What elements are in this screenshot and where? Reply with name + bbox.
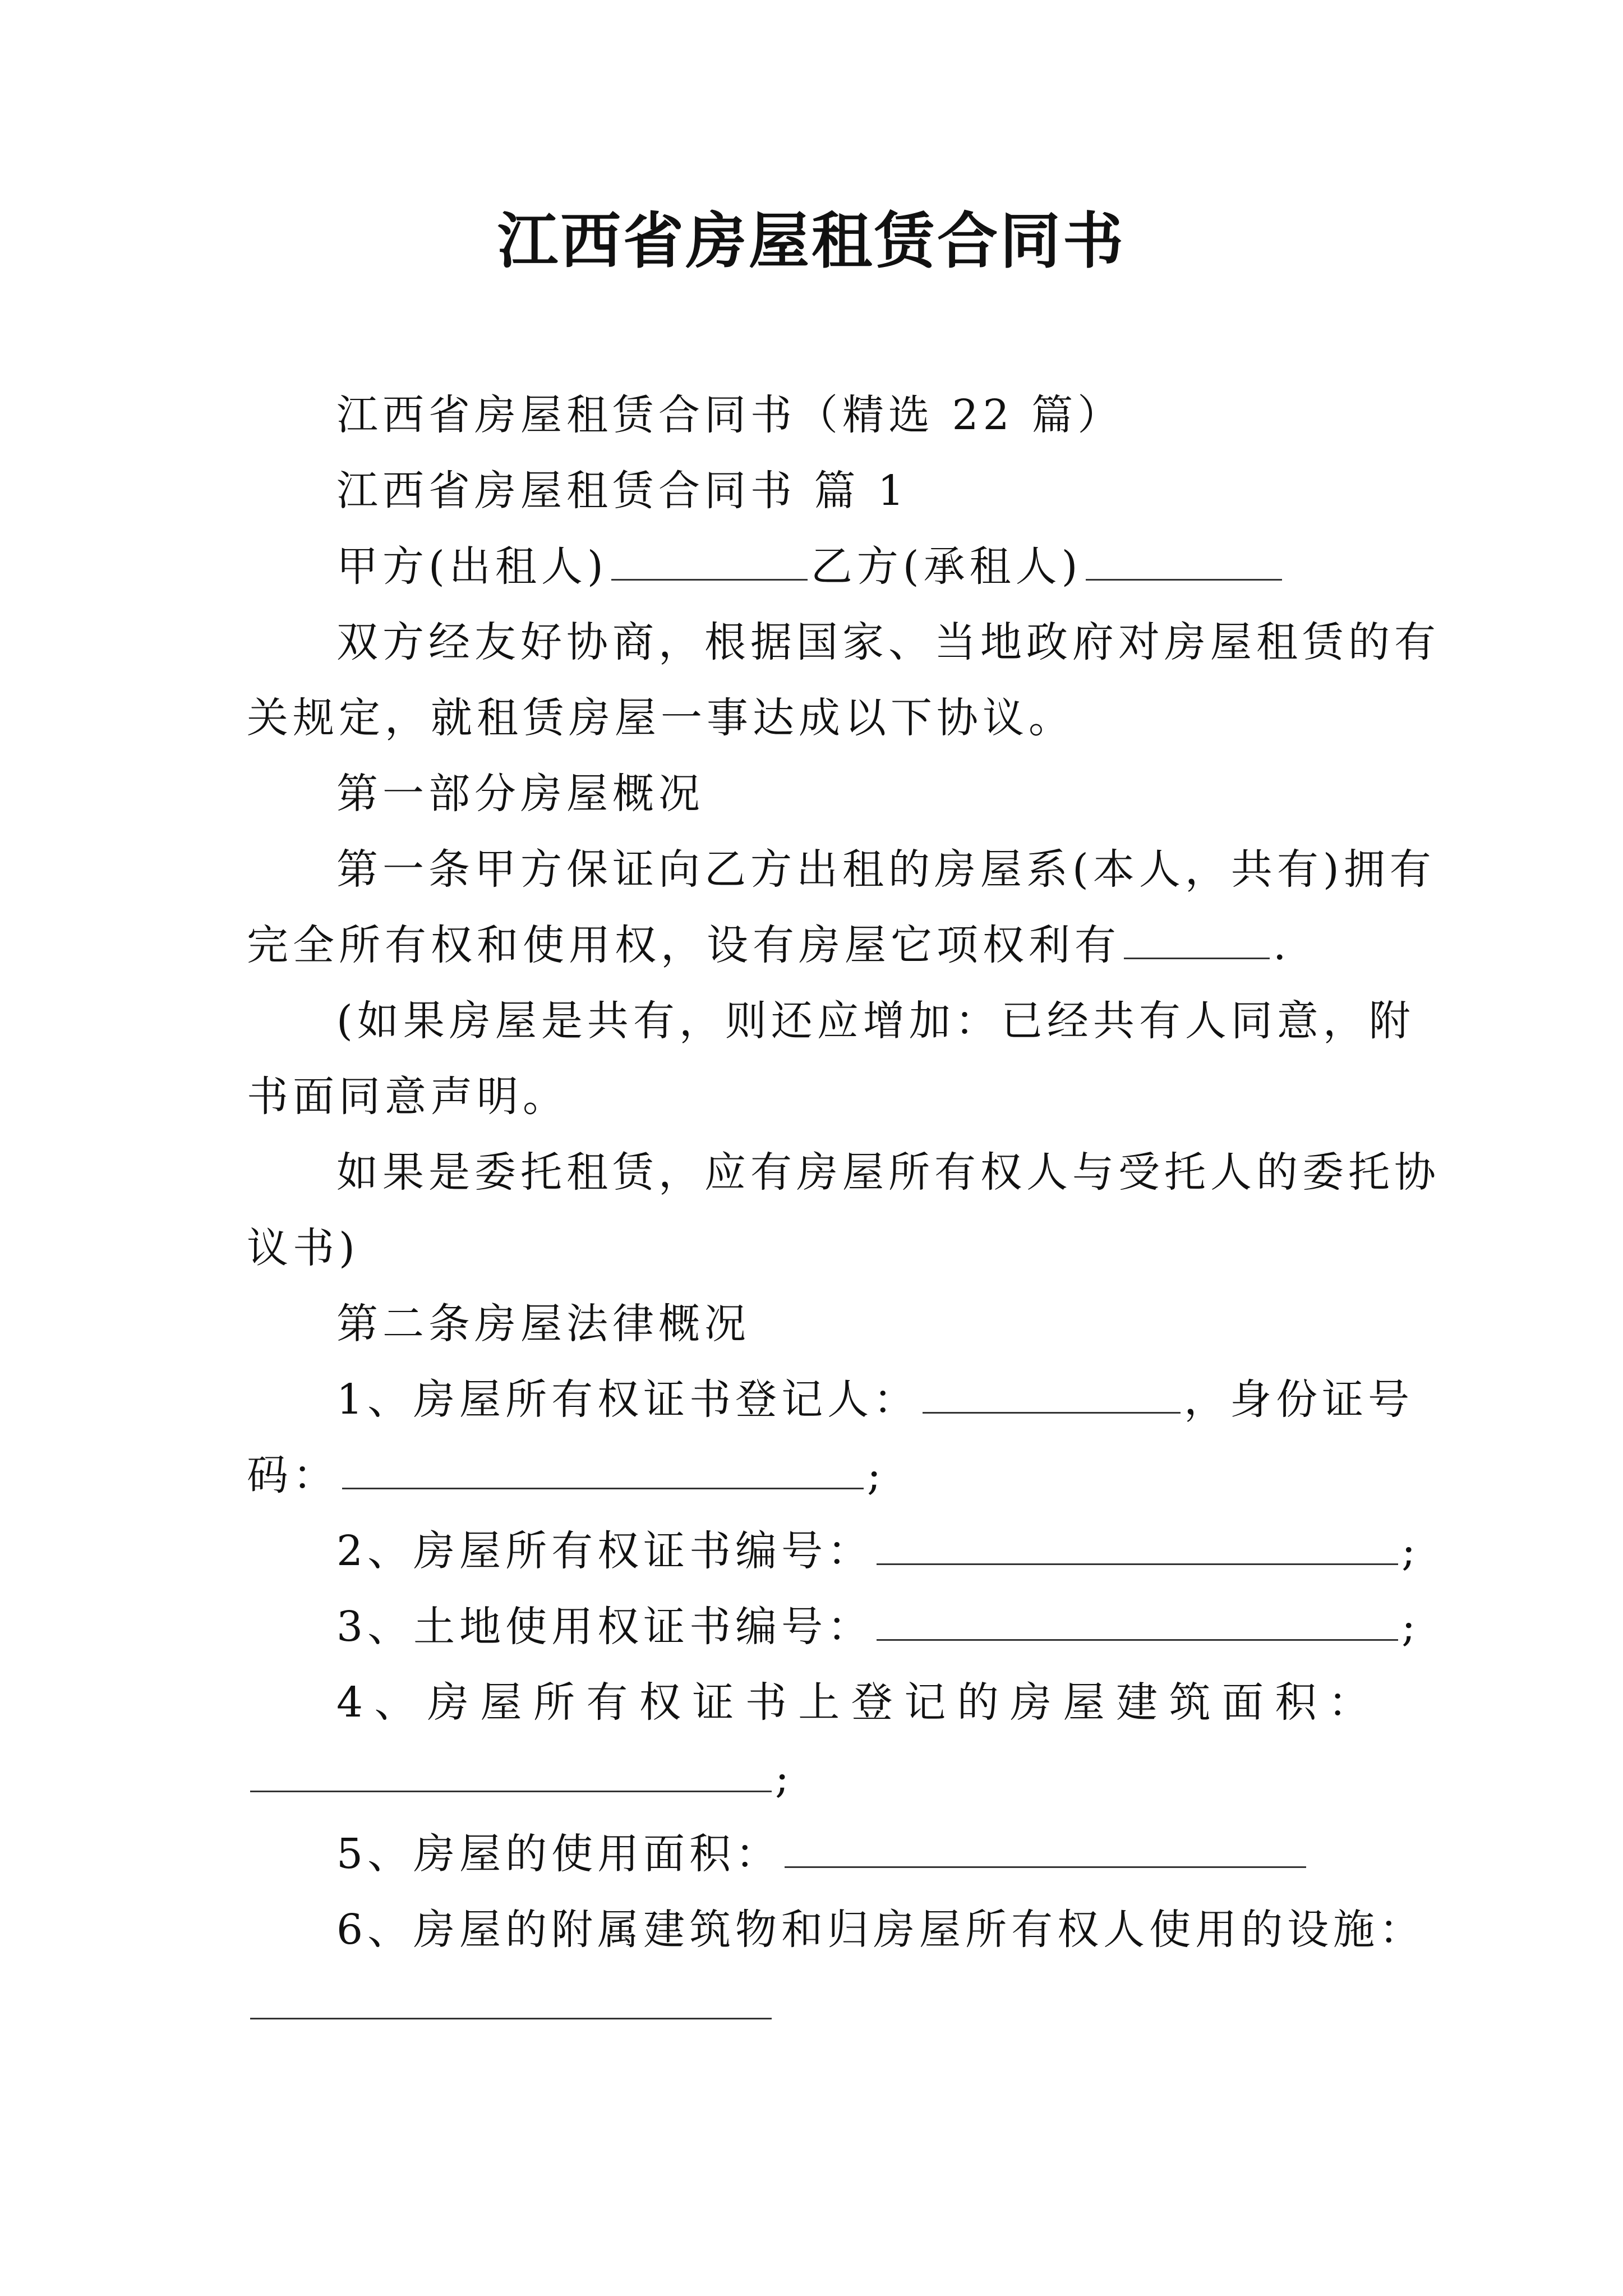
semicolon: ; (867, 1451, 886, 1499)
land-certificate-label: 3、土地使用权证书编号： (336, 1603, 874, 1651)
form-line (336, 1823, 1310, 1885)
certificate-label: 2、房屋所有权证书编号： (336, 1527, 874, 1575)
document-title: 江西省房屋租赁合同书 (497, 206, 1126, 277)
subtitle-line: 江西省房屋租赁合同书（精选 22 篇） (336, 391, 1124, 439)
paragraph-line: (如果房屋是共有，则还应增加：已经共有人同意，附 (336, 997, 1415, 1045)
paragraph-line: 如果是委托租赁，应有房屋所有权人与受托人的委托协 (336, 1148, 1440, 1197)
paragraph-line: 书面同意声明。 (247, 1073, 569, 1121)
semicolon: ; (775, 1754, 794, 1802)
id-blank (342, 1484, 864, 1489)
form-line (247, 1444, 886, 1506)
form-line (336, 1596, 1420, 1658)
paragraph-line: 双方经友好协商，根据国家、当地政府对房屋租赁的有 (336, 618, 1440, 666)
part-heading: 第一部分房屋概况 (336, 770, 704, 818)
usable-area-label: 5、房屋的使用面积： (336, 1830, 782, 1878)
id-label: ，身份证号 (1184, 1375, 1414, 1424)
form-line: 6、房屋的附属建筑物和归房屋所有权人使用的设施： (336, 1906, 1426, 1954)
party-a-blank (611, 576, 808, 581)
parties-line (336, 536, 1285, 597)
facilities-blank (250, 2014, 772, 2019)
form-line (247, 1747, 794, 1809)
article-heading: 第二条房屋法律概况 (336, 1300, 750, 1348)
certificate-blank (877, 1560, 1398, 1565)
semicolon: ; (1401, 1527, 1421, 1575)
paragraph-line: 第一条甲方保证向乙方出租的房屋系(本人，共有)拥有 (336, 845, 1436, 894)
period: . (1273, 921, 1291, 969)
section-heading: 江西省房屋租赁合同书 篇 1 (336, 467, 909, 515)
party-b-blank (1086, 576, 1282, 581)
party-a-label: 甲方(出租人) (336, 542, 608, 591)
registrant-blank (923, 1409, 1181, 1414)
paragraph-line: 关规定，就租赁房屋一事达成以下协议。 (247, 694, 1075, 742)
form-line (336, 1369, 1414, 1430)
party-b-label: 乙方(承租人) (810, 542, 1082, 591)
rights-text: 完全所有权和使用权，设有房屋它项权利有 (247, 921, 1121, 969)
rights-blank (1124, 954, 1270, 959)
usable-area-blank (785, 1863, 1306, 1868)
semicolon: ; (1401, 1603, 1421, 1651)
paragraph-line: 议书) (247, 1224, 359, 1272)
form-line: 4、房屋所有权证书上登记的房屋建筑面积： (336, 1678, 1374, 1727)
area-blank (250, 1787, 772, 1792)
land-certificate-blank (877, 1636, 1398, 1641)
form-line (336, 1520, 1420, 1582)
paragraph-line (247, 914, 1291, 976)
id-label-cont: 码： (247, 1451, 339, 1499)
form-line (247, 1975, 775, 2036)
registrant-label: 1、房屋所有权证书登记人： (336, 1375, 920, 1424)
